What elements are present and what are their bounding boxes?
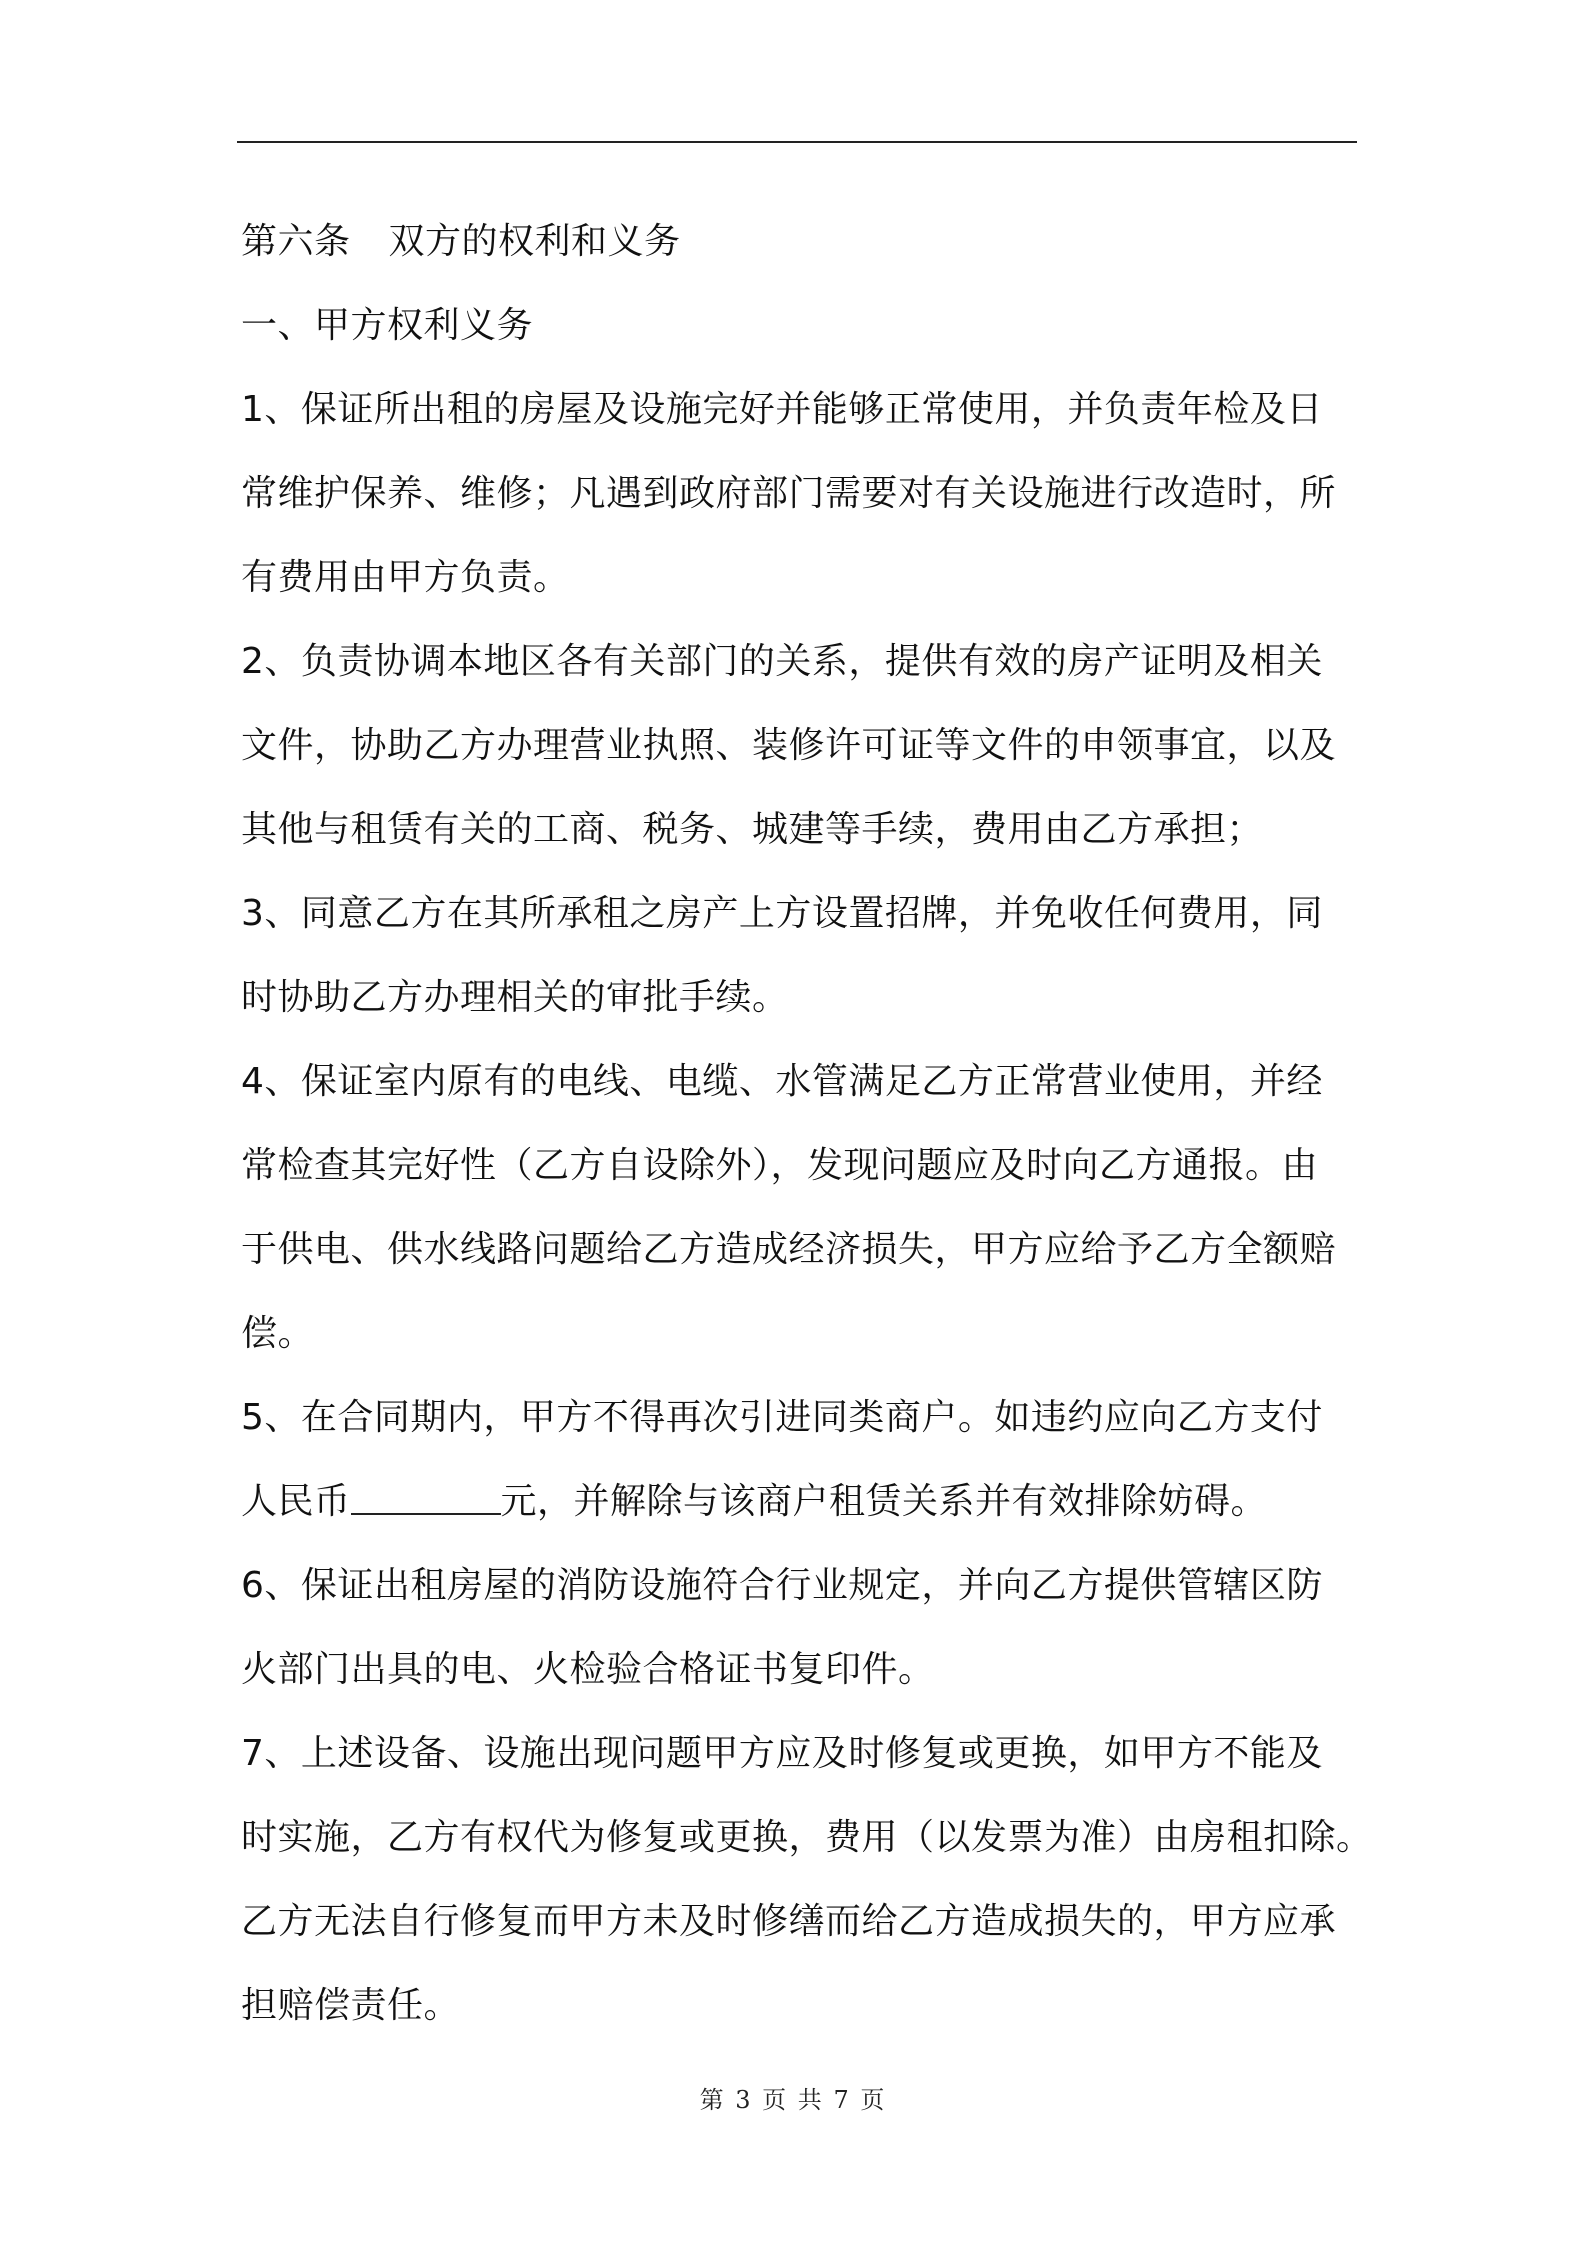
clause-5 — [241, 1376, 1357, 1544]
clause-text: 元，并解除与该商户租赁关系并有效排除妨碍。 — [500, 1481, 1268, 1522]
clause-line: 时实施，乙方有权代为修复或更换，费用（以发票为准）由房租扣除。 — [241, 1817, 1373, 1858]
clause-line: 文件，协助乙方办理营业执照、装修许可证等文件的申领事宜，以及 — [241, 725, 1337, 766]
article-title: 双方的权利和义务 — [388, 221, 681, 262]
article-number: 第六条 — [241, 221, 351, 262]
amount-blank — [351, 1483, 501, 1515]
page-footer: 第 3 页 共 7 页 — [699, 2086, 887, 2114]
currency-label: 人民币 — [241, 1481, 351, 1522]
clause-line-with-blank — [241, 1460, 1357, 1544]
clause-line: 常维护保养、维修；凡遇到政府部门需要对有关设施进行改造时，所 — [241, 473, 1337, 514]
clause-7 — [241, 1712, 1373, 2048]
header-rule — [237, 141, 1357, 143]
clause-line: 乙方无法自行修复而甲方未及时修缮而给乙方造成损失的，甲方应承 — [241, 1901, 1337, 1942]
clause-line: 常检查其完好性（乙方自设除外），发现问题应及时向乙方通报。由 — [241, 1145, 1319, 1186]
section-title: 一、甲方权利义务 — [241, 305, 534, 346]
clause-line: 时协助乙方办理相关的审批手续。 — [241, 977, 789, 1018]
clause-line: 偿。 — [241, 1313, 315, 1354]
article-heading — [241, 200, 1357, 284]
clause-1 — [241, 368, 1357, 620]
clause-line: 其他与租赁有关的工商、税务、城建等手续，费用由乙方承担； — [241, 809, 1264, 850]
clause-4 — [241, 1040, 1357, 1376]
clause-6 — [241, 1544, 1357, 1712]
clause-line: 火部门出具的电、火检验合格证书复印件。 — [241, 1649, 935, 1690]
clause-line: 6、保证出租房屋的消防设施符合行业规定，并向乙方提供管辖区防 — [241, 1565, 1323, 1606]
clause-3 — [241, 872, 1357, 1040]
clause-line: 5、在合同期内，甲方不得再次引进同类商户。如违约应向乙方支付 — [241, 1397, 1323, 1438]
clause-line: 4、保证室内原有的电线、电缆、水管满足乙方正常营业使用，并经 — [241, 1061, 1323, 1102]
clause-line: 于供电、供水线路问题给乙方造成经济损失，甲方应给予乙方全额赔 — [241, 1229, 1337, 1270]
clause-line: 2、负责协调本地区各有关部门的关系，提供有效的房产证明及相关 — [241, 641, 1323, 682]
clause-2 — [241, 620, 1357, 872]
clause-line: 担赔偿责任。 — [241, 1985, 461, 2026]
clause-line: 有费用由甲方负责。 — [241, 557, 570, 598]
clause-line: 3、同意乙方在其所承租之房产上方设置招牌，并免收任何费用，同 — [241, 893, 1323, 934]
clause-line: 7、上述设备、设施出现问题甲方应及时修复或更换，如甲方不能及 — [241, 1733, 1323, 1774]
clause-line: 1、保证所出租的房屋及设施完好并能够正常使用，并负责年检及日 — [241, 389, 1323, 430]
document-body — [241, 200, 1373, 2048]
